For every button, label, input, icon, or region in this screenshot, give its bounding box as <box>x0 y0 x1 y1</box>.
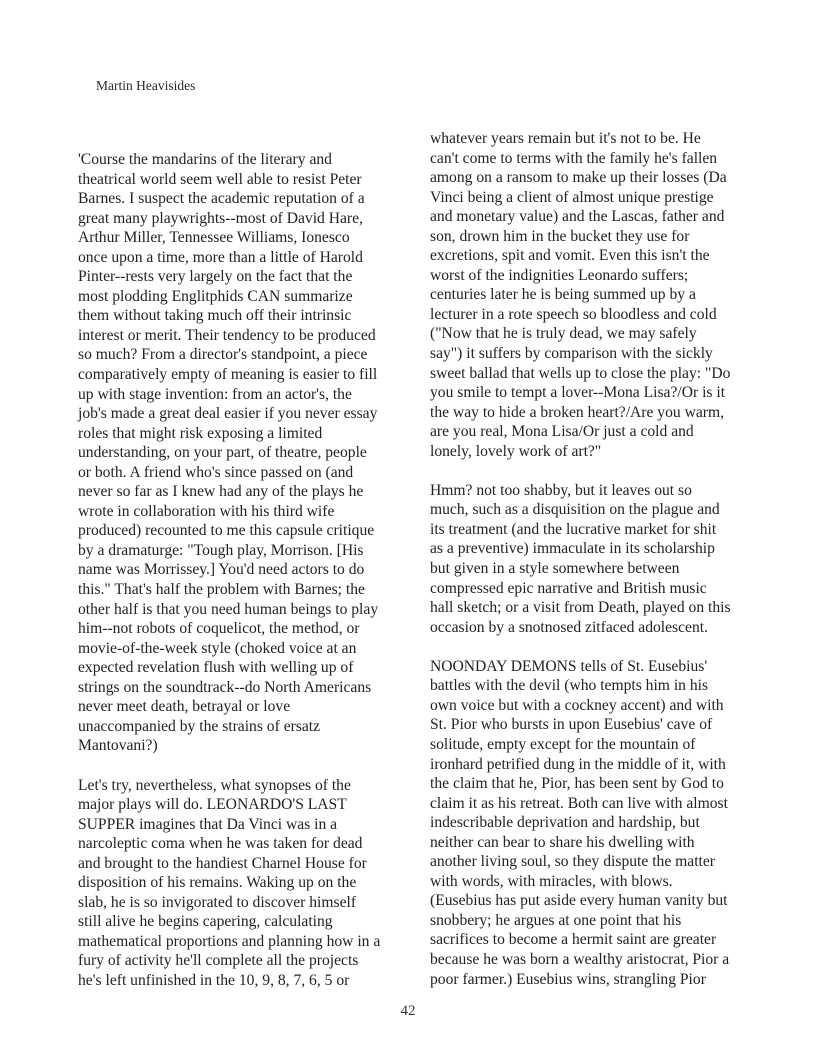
text-line: unaccompanied by the strains of ersatz <box>78 717 321 735</box>
text-line: sacrifices to become a hermit saint are greater <box>430 931 717 949</box>
text-line: indescribable deprivation and hardship, but <box>430 814 700 832</box>
running-header-author: Martin Heavisides <box>96 78 196 93</box>
text-line: narcoleptic coma when he was taken for dead <box>78 835 363 853</box>
text-line: up with stage invention: from an actor's, the <box>78 385 352 403</box>
text-line: claim it as his retreat. Both can live with almost <box>430 794 728 812</box>
text-line: Arthur Miller, Tennessee Williams, Ionesco <box>78 229 350 247</box>
text-line: the claim that he, Pior, has been sent by God to <box>430 775 724 793</box>
text-line: mathematical proportions and planning how in a <box>78 932 381 950</box>
text-line: wrote in collaboration with his third wife <box>78 502 335 520</box>
text-line: much, such as a disquisition on the plague and <box>430 501 720 519</box>
text-line: Let's try, nevertheless, what synopses of the <box>78 776 351 794</box>
text-line: worst of the indignities Leonardo suffers; <box>430 266 689 284</box>
paragraph-gap <box>430 461 775 481</box>
text-line: can't come to terms with the family he's fallen <box>430 149 718 167</box>
text-line: are you real, Mona Lisa/Or just a cold and <box>430 423 694 441</box>
text-line: solitude, empty except for the mountain of <box>430 735 696 753</box>
text-line: Mantovani?) <box>78 737 158 755</box>
page-number: 42 <box>400 1003 416 1019</box>
text-line: St. Pior who bursts in upon Eusebius' cave of <box>430 716 713 734</box>
text-line: comparatively empty of meaning is easier to fill <box>78 366 378 384</box>
right-column-paragraph-3 <box>430 657 775 989</box>
text-line: as a preventive) immaculate in its scholarship <box>430 540 715 558</box>
text-line: because he was born a wealthy aristocrat, Pior a <box>430 950 730 968</box>
text-line: he's left unfinished in the 10, 9, 8, 7, 6, 5 or <box>78 971 350 989</box>
text-line: or both. A friend who's since passed on (and <box>78 463 354 481</box>
text-line: once upon a time, more than a little of Harold <box>78 248 363 266</box>
text-line: but given in a style somewhere between <box>430 560 680 578</box>
text-line: this." That's half the problem with Barnes; the <box>78 581 365 599</box>
text-line: job's made a great deal easier if you never essay <box>78 405 378 423</box>
text-line: Barnes. I suspect the academic reputation of a <box>78 190 365 208</box>
text-line: other half is that you need human beings to play <box>78 600 379 618</box>
text-line: slab, he is so invigorated to discover himself <box>78 893 357 911</box>
text-line: (Eusebius has put aside every human vanity but <box>430 892 728 910</box>
text-line: its treatment (and the lucrative market for shit <box>430 520 717 538</box>
text-line: snobbery; he argues at one point that his <box>430 911 682 929</box>
text-line: still alive he begins capering, calculating <box>78 913 333 931</box>
right-column-paragraph-2 <box>430 481 775 637</box>
text-line: sweet ballad that wells up to close the play: "Do <box>430 364 731 382</box>
text-line: excretions, spit and vomit. Even this isn't the <box>430 247 710 265</box>
text-line: movie-of-the-week style (choked voice at an <box>78 639 357 657</box>
text-line: ironhard petrified dung in the middle of it, with <box>430 755 726 773</box>
text-line: hall sketch; or a visit from Death, played on this <box>430 599 731 617</box>
paragraph-gap <box>430 637 775 657</box>
text-line: ("Now that he is truly dead, we may safely <box>430 325 697 343</box>
text-line: disposition of his remains. Waking up on the <box>78 874 357 892</box>
text-line: battles with the devil (who tempts him in his <box>430 677 709 695</box>
text-line: fury of activity he'll complete all the projects <box>78 952 359 970</box>
text-line: never meet death, betrayal or love <box>78 698 291 716</box>
text-line: expected revelation flush with welling up of <box>78 659 354 677</box>
text-line: poor farmer.) Eusebius wins, strangling Pior <box>430 970 706 988</box>
text-line: major plays will do. LEONARDO'S LAST <box>78 796 347 814</box>
left-column-paragraph-1 <box>78 150 423 756</box>
text-line: occasion by a snotnosed zitfaced adolescent. <box>430 618 708 636</box>
text-line: and brought to the handiest Charnel House for <box>78 854 367 872</box>
text-line: say") it suffers by comparison with the sickly <box>430 345 713 363</box>
text-line: SUPPER imagines that Da Vinci was in a <box>78 815 338 833</box>
text-line: own voice but with a cockney accent) and with <box>430 696 724 714</box>
text-line: neither can bear to share his dwelling with <box>430 833 695 851</box>
text-line: son, drown him in the bucket they use for <box>430 227 690 245</box>
text-line: Vinci being a client of almost unique prestige <box>430 188 714 206</box>
text-line: the way to hide a broken heart?/Are you warm, <box>430 403 725 421</box>
text-line: roles that might risk exposing a limited <box>78 424 323 442</box>
text-line: lecturer in a rote speech so bloodless and cold <box>430 305 717 323</box>
text-line: theatrical world seem well able to resist Peter <box>78 170 362 188</box>
text-line: another living soul, so they dispute the matter <box>430 853 715 871</box>
text-line: among on a ransom to make up their losses (Da <box>430 169 727 187</box>
text-line: great many playwrights--most of David Hare, <box>78 209 363 227</box>
text-line: compressed epic narrative and British music <box>430 579 707 597</box>
text-line: 'Course the mandarins of the literary and <box>78 151 332 168</box>
text-line: with words, with miracles, with blows. <box>430 872 673 890</box>
text-line: you smile to tempt a lover--Mona Lisa?/Or is it <box>430 384 726 402</box>
text-line: centuries later he is being summed up by a <box>430 286 696 304</box>
text-line: so much? From a director's standpoint, a piece <box>78 346 368 364</box>
text-line: Hmm? not too shabby, but it leaves out so <box>430 481 692 499</box>
left-column-paragraph-2 <box>78 776 423 991</box>
text-line: Pinter--rests very largely on the fact that the <box>78 268 353 286</box>
text-line: most plodding Englitphids CAN summarize <box>78 287 353 305</box>
text-line: strings on the soundtrack--do North Americans <box>78 678 372 696</box>
text-line: NOONDAY DEMONS tells of St. Eusebius' <box>430 657 708 675</box>
text-line: them without taking much off their intrinsic <box>78 307 352 325</box>
right-column-paragraph-1 <box>430 129 775 461</box>
text-line: by a dramaturge: "Tough play, Morrison. [His <box>78 541 364 559</box>
text-line: and monetary value) and the Lascas, father and <box>430 208 725 226</box>
text-line: understanding, on your part, of theatre, people <box>78 444 367 462</box>
text-line: never so far as I knew had any of the plays he <box>78 483 364 501</box>
right-column <box>430 129 775 989</box>
text-line: interest or merit. Their tendency to be produced <box>78 326 376 344</box>
text-line: whatever years remain but it's not to be. He <box>430 130 701 147</box>
left-column <box>78 150 423 991</box>
paragraph-gap <box>78 756 423 776</box>
text-line: name was Morrissey.] You'd need actors to do <box>78 561 365 579</box>
text-line: lonely, lovely work of art?" <box>430 442 602 460</box>
text-line: produced) recounted to me this capsule critique <box>78 522 375 540</box>
text-line: him--not robots of coquelicot, the method, or <box>78 620 360 638</box>
